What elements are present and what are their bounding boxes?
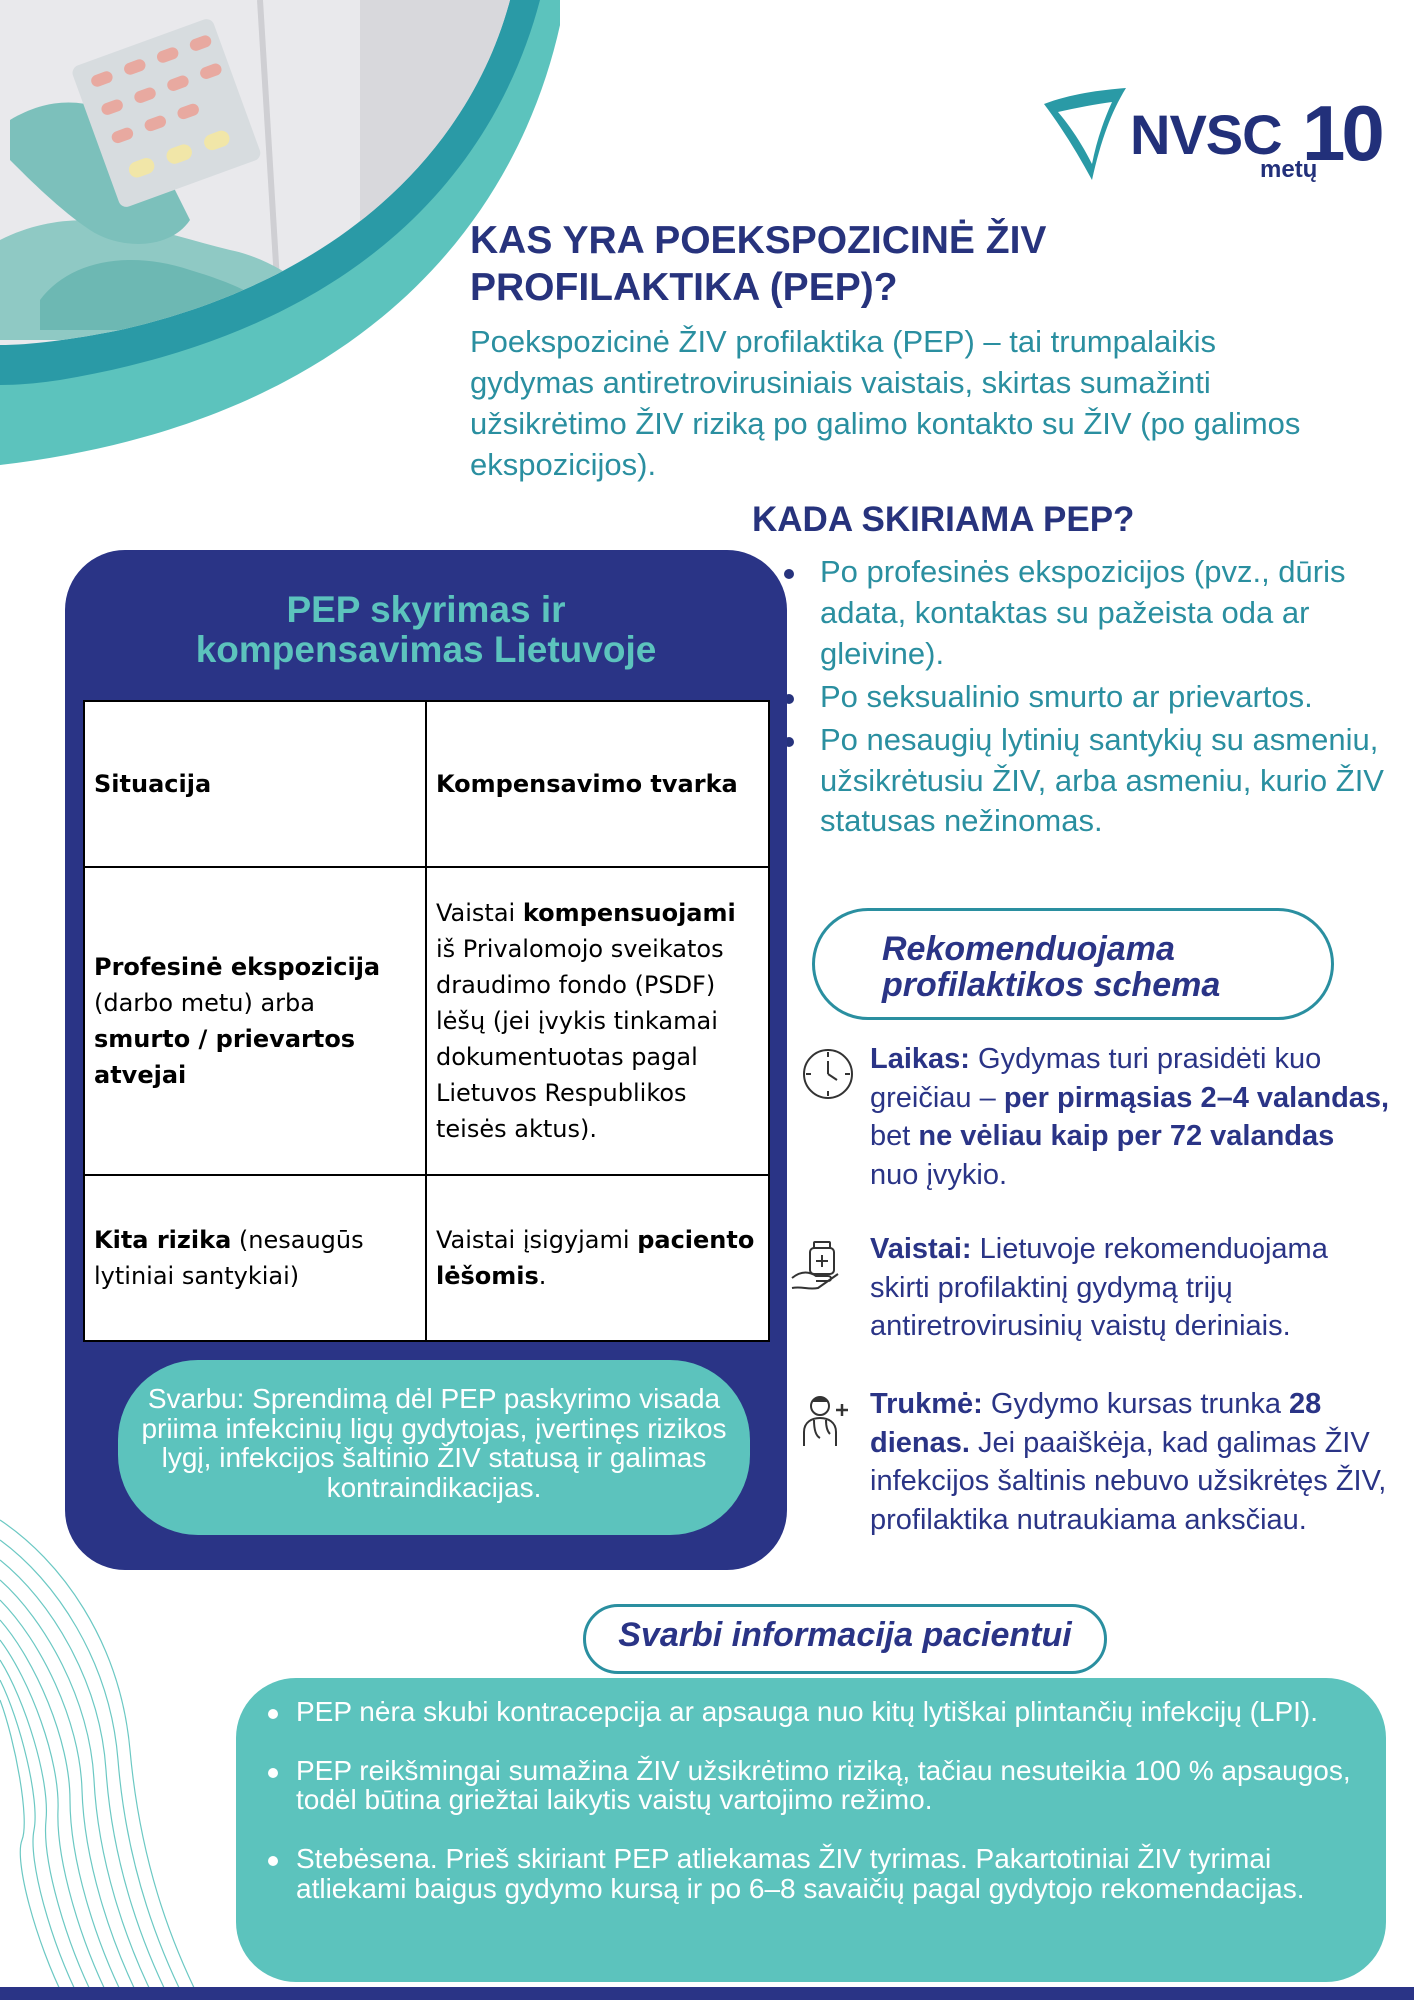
table-cell (426, 1175, 769, 1341)
patient-info-item: Stebėsena. Prieš skiriant PEP atliekamas ŽIV tyrimas. Pakartotiniai ŽIV tyrimai atliekami baigus gydymo kursą ir po 6–8 savaičių pagal gydytojo rekomendacijas. (262, 1844, 1362, 1903)
page-title (470, 218, 1190, 312)
cell-bold: smurto / prievartos atvejai (94, 1024, 356, 1089)
cell-text: Vaistai (436, 898, 523, 927)
table-header-row (84, 701, 769, 867)
patient-info-item: PEP nėra skubi kontracepcija ar apsauga nuo kitų lytiškai plintančių infekcijų (LPI). (262, 1697, 1362, 1727)
step-duration (870, 1385, 1390, 1539)
cell-text: Vaistai įsigyjami (436, 1226, 638, 1255)
step-text: Jei paaiškėja, kad galimas ŽIV infekcijos šaltinis nebuvo užsikrėtęs ŽIV, profilaktika nutraukiama anksčiau. (870, 1426, 1387, 1536)
page-title-line1: KAS YRA POEKSPOZICINĖ ŽIV (470, 219, 1047, 262)
step-text: Gydymas turi prasidėti kuo greičiau – (870, 1043, 1322, 1114)
page-title-line2: PROFILAKTIKA (PEP)? (470, 265, 898, 309)
cell-bold: Profesinė ekspozicija (94, 952, 381, 981)
cell-text: (darbo metu) arba (94, 988, 315, 1017)
when-item: Po profesinės ekspozicijos (pvz., dūris adata, kontaktas su pažeista oda ar gleivine). (780, 552, 1400, 675)
doctor-icon (796, 1392, 852, 1448)
schema-title (882, 931, 1302, 1003)
decorative-waves (0, 1500, 240, 2000)
patient-info-title: Svarbi informacija pacientui (618, 1616, 1072, 1654)
step-label: Laikas: (870, 1043, 970, 1075)
panel-title-line2: kompensavimas Lietuvoje (195, 628, 657, 670)
when-list (780, 552, 1400, 844)
table-row (84, 1175, 769, 1341)
step-text: Lietuvoje rekomenduojama skirti profilaktinį gydymą trijų antiretrovirusinių vaistų deriniais. (870, 1233, 1328, 1343)
logo-brand: NVSC (1130, 103, 1282, 166)
important-note: Svarbu: Sprendimą dėl PEP paskyrimo visada priima infekcinių ligų gydytojas, įvertinęs rizikos lygį, infekcijos šaltinio ŽIV statusą ir galimas kontraindikacijas. (141, 1383, 727, 1504)
cell-text: iš Privalomojo sveikatos draudimo fondo (PSDF) lėšų (jei įvykis tinkamai dokumentuotas pagal Lietuvos Respublikos teisės aktus). (436, 934, 724, 1143)
schema-title-line1: Rekomenduojama (882, 930, 1175, 968)
logo-suffix: metų (1260, 156, 1318, 183)
step-time (870, 1040, 1390, 1194)
medicine-hand-icon (788, 1238, 844, 1294)
step-label: Trukmė: (870, 1388, 983, 1420)
step-bold: per pirmąsias 2–4 valandas, (1003, 1081, 1390, 1114)
logo-mark-icon (1040, 84, 1132, 184)
when-title: KADA SKIRIAMA PEP? (752, 500, 1135, 539)
table-row (84, 867, 769, 1176)
step-text: Gydymo kursas trunka (982, 1388, 1290, 1420)
step-bold: ne vėliau kaip per 72 valandas (918, 1120, 1335, 1153)
step-bold: 28 dienas. (870, 1388, 1322, 1459)
cell-text: . (538, 1262, 547, 1291)
header-compensation: Kompensavimo tvarka (436, 769, 738, 798)
cell-bold: paciento lėšomis (436, 1226, 755, 1291)
when-item: Po nesaugių lytinių santykių su asmeniu, užsikrėtusiu ŽIV, arba asmeniu, kurio ŽIV statusas nežinomas. (780, 720, 1400, 843)
step-medicines (870, 1230, 1390, 1346)
clock-icon (800, 1046, 856, 1102)
panel-title-line1: PEP skyrimas ir (286, 589, 566, 630)
patient-info-list (262, 1697, 1362, 1932)
compensation-table (83, 700, 770, 1342)
cell-bold: kompensuojami (522, 898, 736, 927)
table-cell (84, 1175, 426, 1341)
table-header (426, 701, 769, 867)
step-label: Vaistai: (870, 1233, 972, 1265)
step-text: nuo įvykio. (870, 1158, 1008, 1191)
cell-text: (nesaugūs lytiniai santykiai) (94, 1226, 364, 1291)
logo-number: 10 (1302, 89, 1381, 177)
table-cell (426, 867, 769, 1176)
table-header (84, 701, 426, 867)
nvsc-logo (1040, 80, 1380, 190)
step-text: bet (870, 1120, 919, 1153)
intro-paragraph: Poekspozicinė ŽIV profilaktika (PEP) – tai trumpalaikis gydymas antiretrovirusiniais vaistais, skirtas sumažinti užsikrėtimo ŽIV riziką po galimo kontakto su ŽIV (po galimos ekspozicijos). (470, 324, 1301, 482)
panel-title (65, 590, 787, 670)
schema-title-line2: profilaktikos schema (882, 966, 1221, 1005)
when-item: Po seksualinio smurto ar prievartos. (780, 677, 1400, 718)
table-cell (84, 867, 426, 1176)
cell-bold: Kita rizika (94, 1226, 232, 1255)
bottom-bar (0, 1987, 1414, 2000)
header-situation: Situacija (94, 769, 212, 798)
patient-info-item: PEP reikšmingai sumažina ŽIV užsikrėtimo riziką, tačiau nesuteikia 100 % apsaugos, todėl būtina griežtai laikytis vaistų vartojimo režimo. (262, 1756, 1362, 1815)
